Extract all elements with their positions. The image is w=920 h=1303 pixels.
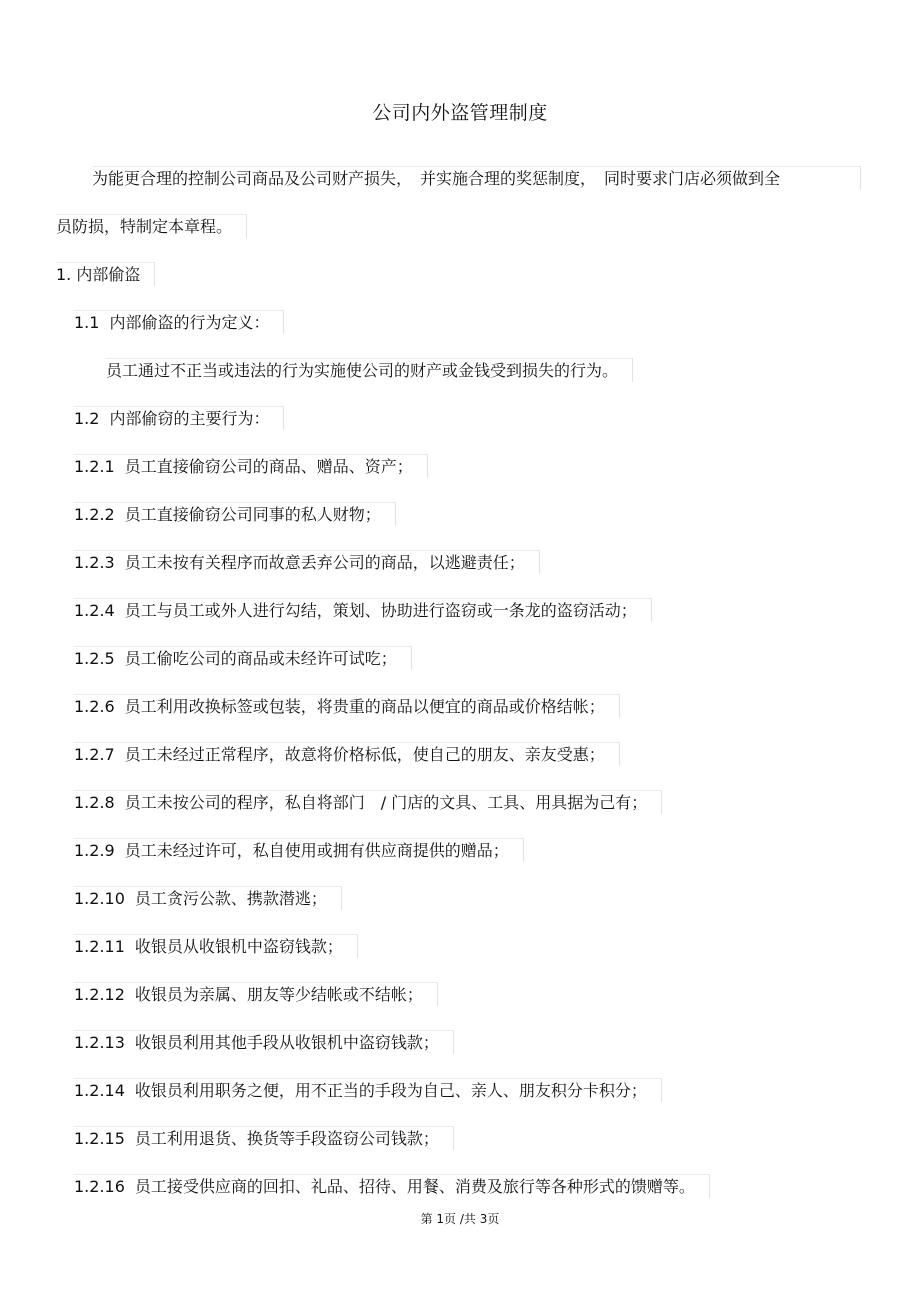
item-text: 收银员从收银机中盗窃钱款； [134, 937, 343, 956]
item-number: 1.2.6 [74, 697, 115, 716]
section-1-heading: 1. 内部偷盗 [56, 262, 155, 286]
item-text: 员工未按公司的程序，私自将部门 / 门店的文具、工具、用具据为己有； [124, 793, 648, 812]
document-title: 公司内外盗管理制度 [372, 102, 548, 124]
item-text: 员工利用退货、换货等手段盗窃公司钱款； [134, 1129, 439, 1148]
list-item [74, 1126, 454, 1150]
item-number: 1.2.12 [74, 985, 125, 1004]
item-number: 1.2.9 [74, 841, 115, 860]
list-item [74, 598, 652, 622]
item-text: 员工直接偷窃公司同事的私人财物； [124, 505, 381, 524]
list-item [74, 646, 412, 670]
section-1-2-heading [74, 406, 284, 430]
list-item [74, 934, 358, 958]
item-number: 1.2.3 [74, 553, 115, 572]
item-text: 收银员利用其他手段从收银机中盗窃钱款； [134, 1033, 439, 1052]
item-text: 收银员为亲属、朋友等少结帐或不结帐； [134, 985, 423, 1004]
list-item [74, 886, 342, 910]
section-1-1-heading [74, 310, 284, 334]
item-number: 1.2.5 [74, 649, 115, 668]
item-number: 1.2.15 [74, 1129, 125, 1148]
list-item [74, 1030, 454, 1054]
item-number: 1.2.10 [74, 889, 125, 908]
list-item [74, 550, 540, 574]
list-item [74, 502, 396, 526]
list-item [74, 982, 438, 1006]
section-1-1-definition: 员工通过不正当或违法的行为实施使公司的财产或金钱受到损失的行为。 [106, 358, 633, 382]
item-text: 员工未经过正常程序，故意将价格标低，使自己的朋友、亲友受惠； [124, 745, 605, 764]
section-label: 内部偷窃的主要行为： [109, 409, 270, 428]
section-label: 内部偷盗的行为定义： [109, 313, 270, 332]
item-text: 员工直接偷窃公司的商品、赠品、资产； [124, 457, 413, 476]
item-text: 员工与员工或外人进行勾结，策划、协助进行盗窃或一条龙的盗窃活动； [124, 601, 637, 620]
item-text: 员工偷吃公司的商品或未经许可试吃； [124, 649, 397, 668]
item-text: 员工利用改换标签或包装，将贵重的商品以便宜的商品或价格结帐； [124, 697, 605, 716]
item-number: 1.2.11 [74, 937, 125, 956]
item-text: 员工未按有关程序而故意丢弃公司的商品，以逃避责任； [124, 553, 525, 572]
list-item [74, 454, 428, 478]
list-item [74, 1174, 710, 1198]
list-item [74, 1078, 662, 1102]
intro-line-1: 为能更合理的控制公司商品及公司财产损失， 并实施合理的奖惩制度， 同时要求门店必须做到全 [92, 166, 861, 190]
list-item [74, 838, 524, 862]
item-text: 员工贪污公款、携款潜逃； [134, 889, 327, 908]
section-number: 1.1 [74, 313, 100, 332]
item-number: 1.2.13 [74, 1033, 125, 1052]
item-number: 1.2.1 [74, 457, 115, 476]
list-item [74, 742, 620, 766]
item-number: 1.2.4 [74, 601, 115, 620]
section-number: 1.2 [74, 409, 100, 428]
item-number: 1.2.16 [74, 1177, 125, 1196]
item-text: 员工未经过许可，私自使用或拥有供应商提供的赠品； [124, 841, 509, 860]
intro-line-2: 员防损，特制定本章程。 [56, 214, 247, 238]
item-number: 1.2.8 [74, 793, 115, 812]
item-text: 员工接受供应商的回扣、礼品、招待、用餐、消费及旅行等各种形式的馈赠等。 [134, 1177, 695, 1196]
list-item [74, 790, 662, 814]
item-text: 收银员利用职务之便，用不正当的手段为自己、亲人、朋友积分卡积分； [134, 1081, 647, 1100]
item-number: 1.2.14 [74, 1081, 125, 1100]
item-number: 1.2.2 [74, 505, 115, 524]
item-number: 1.2.7 [74, 745, 115, 764]
page-footer: 第 1页 /共 3页 [420, 1212, 500, 1226]
list-item [74, 694, 620, 718]
